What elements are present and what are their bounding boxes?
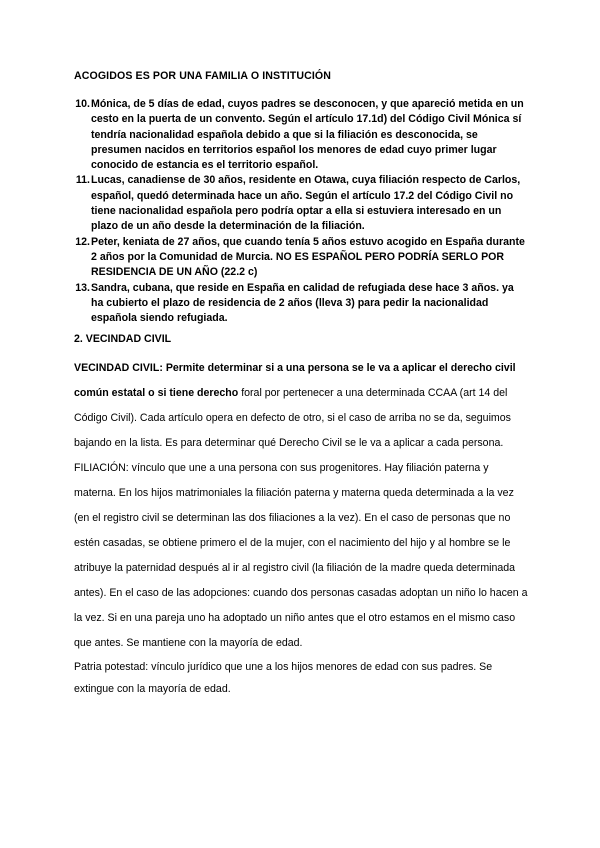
list-number: 10.: [75, 98, 90, 110]
vecindad-paragraph: [74, 356, 528, 456]
section-heading-acogidos: ACOGIDOS ES POR UNA FAMILIA O INSTITUCIÓN: [74, 70, 331, 82]
list-number: 12.: [75, 235, 90, 248]
body-text: [74, 356, 528, 700]
list-item-text: Mónica, de 5 días de edad, cuyos padres se desconocen, y que apareció metida en un cesto en la puerta de un convento. Según el artículo 17.1d) del Código Civil Mónica sí tendría nacionalidad española debido a que si la filiación es desconocida, se presumen nacidos en territorios español los menores de edad cuyo primer lugar conocido de estancia es el territorio español.: [91, 98, 524, 172]
list-item-text: Sandra, cubana, que reside en España en calidad de refugiada dese hace 3 años. ya ha cubierto el plazo de residencia de 2 años (lleva 3) para pedir la nacionalidad española siendo refugiada.: [91, 281, 514, 325]
filiacion-paragraph: FILIACIÓN: vínculo que une a una persona con sus progenitores. Hay filiación paterna y materna. En los hijos matrimoniales la filiación paterna y materna queda determinada a la vez (en el registro civil se determinan las dos filiaciones a la vez). En el caso de personas que no estén casadas, se obtiene primero el de la mujer, con el nacimiento del hijo y al hombre se le atribuye la paternidad después al ir al registro civil (la filiación de la madre queda determinada antes). En el caso de las adopciones: cuando dos personas casadas adoptan un niño lo hacen a la vez. Si en una pareja uno ha adoptado un niño antes que el otro estamos en el mismo caso que antes. Se mantiene con la mayoría de edad.: [74, 462, 528, 649]
patria-potestad-paragraph: Patria potestad: vínculo jurídico que une a los hijos menores de edad con sus padres. Se extingue con la mayoría de edad.: [74, 661, 493, 695]
list-item: [74, 281, 526, 327]
list-item: [74, 97, 526, 173]
list-number: 11.: [75, 174, 90, 187]
list-item: [74, 173, 526, 234]
vecindad-definition-rest: foral por pertenecer a una determinada CCAA (art 14 del Código Civil). Cada artículo opera en defecto de otro, si el caso de arriba no se da, seguimos bajando en la lista. Es para determinar qué Derecho Civil se le va a aplicar a cada persona.: [74, 387, 511, 449]
list-item-text: Lucas, canadiense de 30 años, residente en Otawa, cuya filiación respecto de Carlos, español, quedó determinada hace un año. Según el artículo 17.2 del Código Civil no tiene nacionalidad española pero podría optar a ella si estuviera interesado en un plazo de un año desde la determinación de la filiación.: [91, 174, 521, 233]
list-item: [74, 235, 526, 281]
list-number: 13.: [75, 281, 90, 294]
section-heading-vecindad: 2. VECINDAD CIVIL: [74, 333, 172, 345]
case-list: [74, 97, 526, 326]
vecindad-definition-bold: VECINDAD CIVIL: Permite determinar si a una persona se le va a aplicar el derecho civil común estatal o si tiene derecho: [74, 362, 516, 399]
list-item-text: Peter, keniata de 27 años, que cuando tenía 5 años estuvo acogido en España durante 2 años por la Comunidad de Murcia. NO ES ESPAÑOL PERO PODRÍA SERLO POR RESIDENCIA DE UN AÑO (22.2 c): [91, 235, 525, 279]
